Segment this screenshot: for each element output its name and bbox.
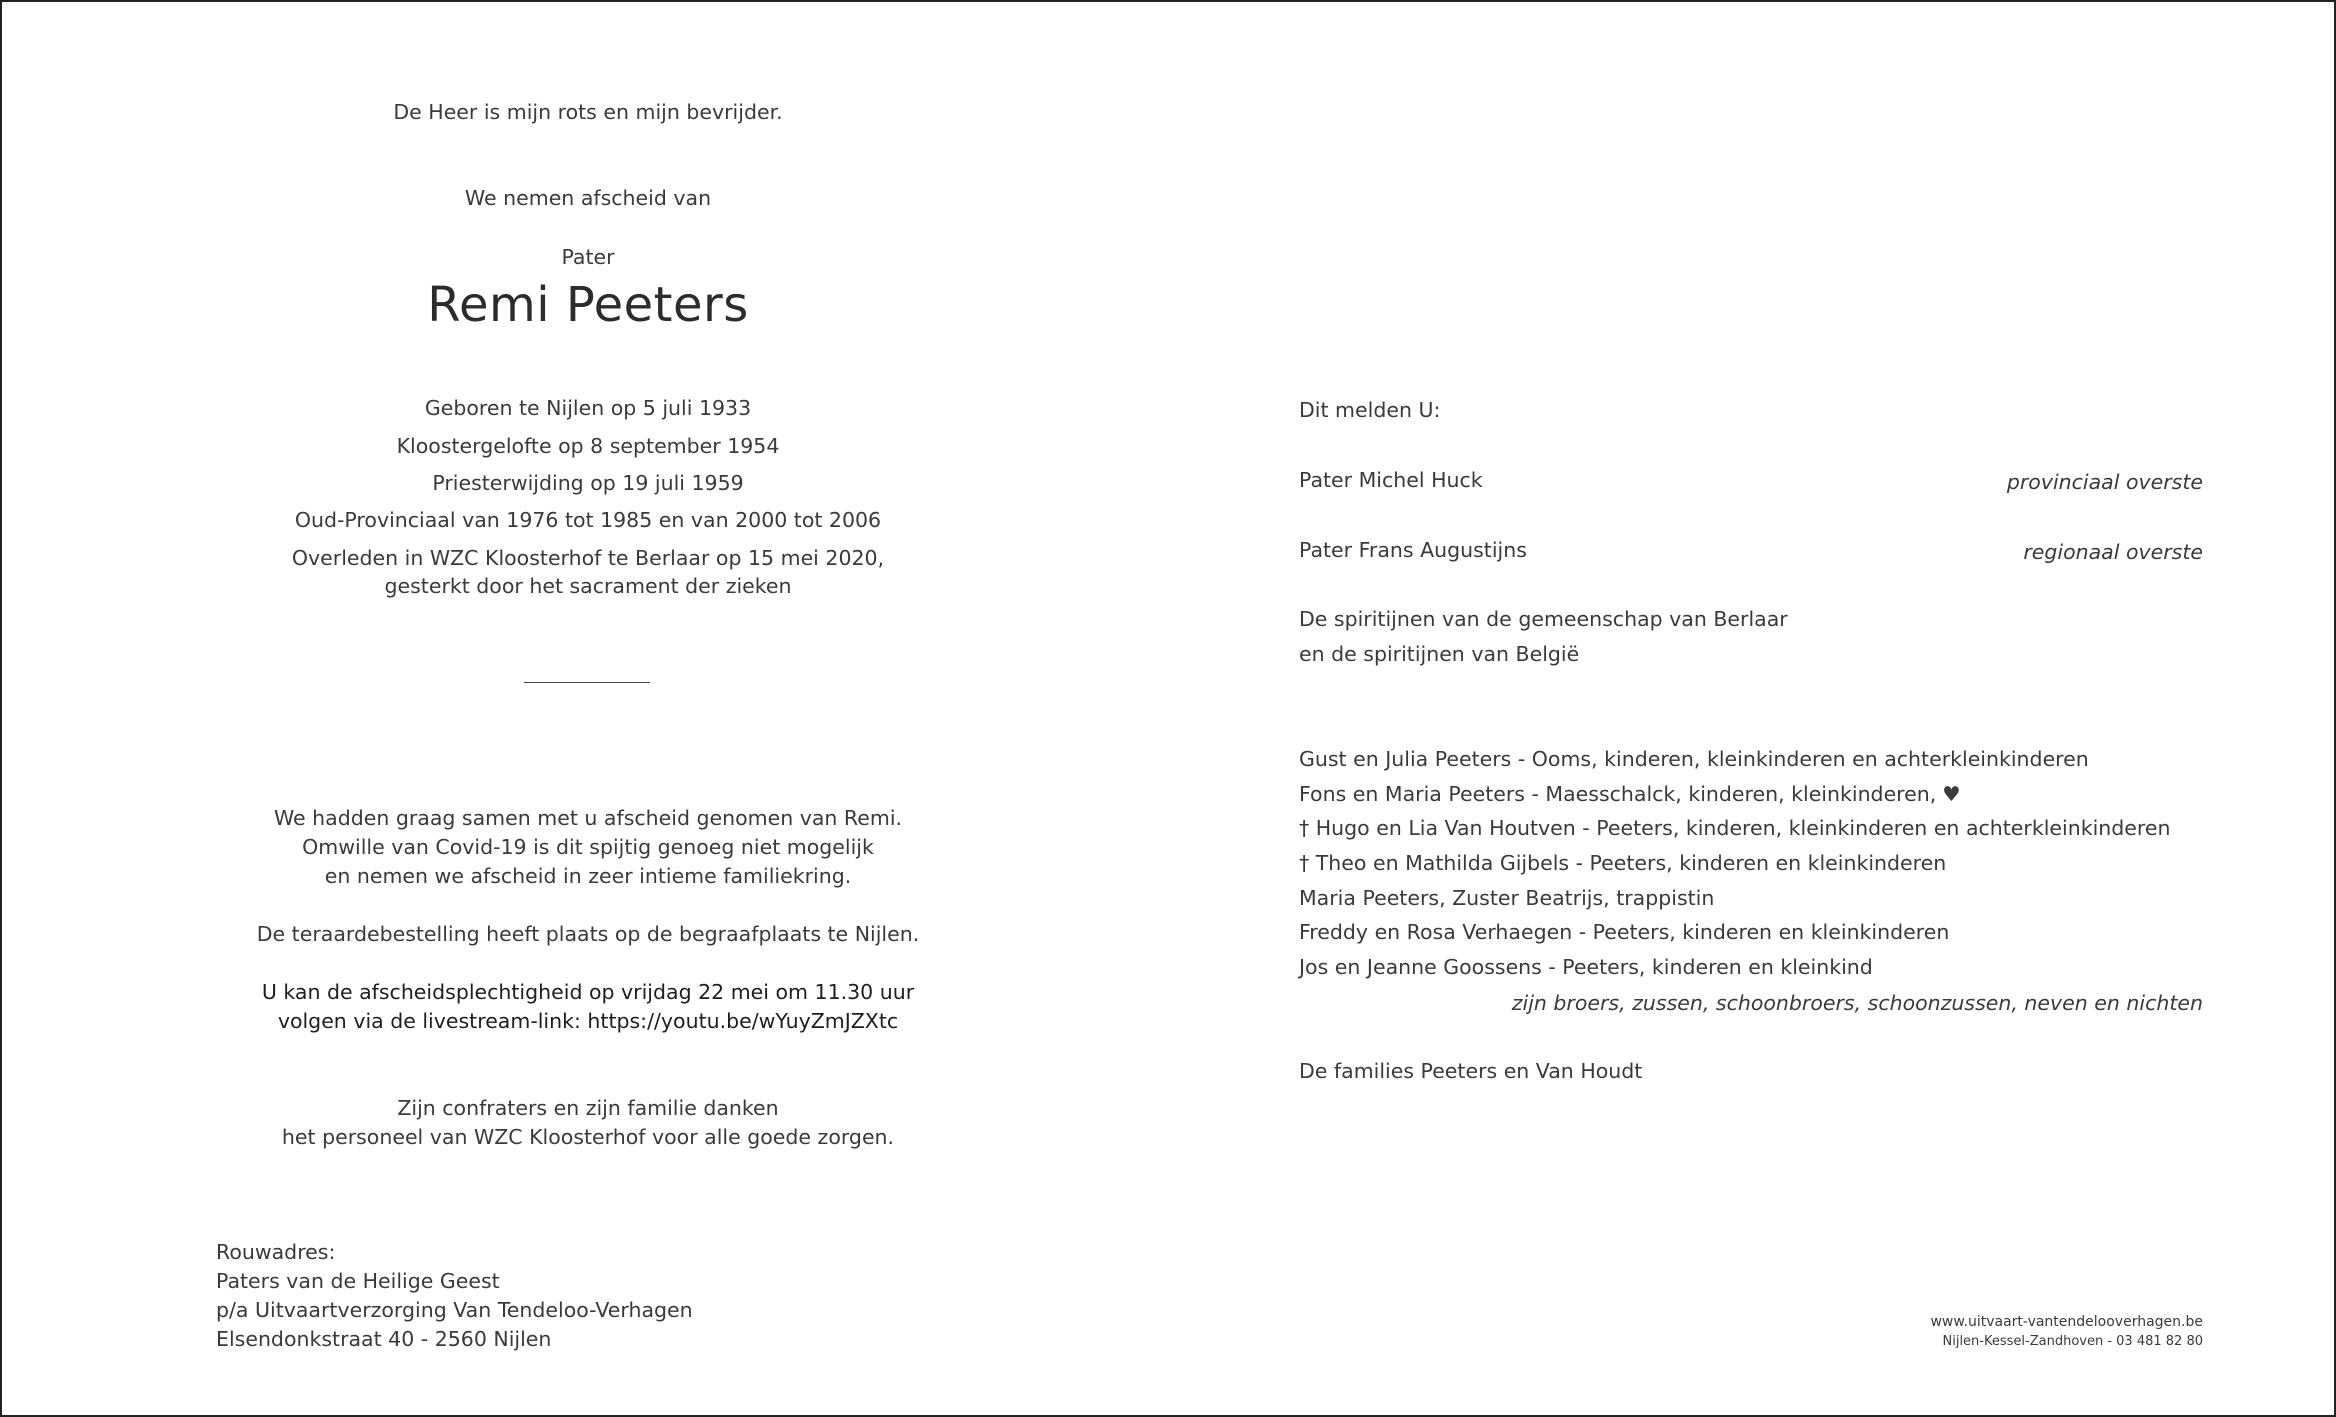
- superior-role: provinciaal overste: [2006, 470, 2203, 494]
- superior-name: Pater Frans Augustijns: [1299, 538, 1527, 562]
- thanks-line: het personeel van WZC Kloosterhof voor alle goede zorgen.: [281, 1125, 895, 1149]
- families-text: De families Peeters en Van Houdt: [1299, 1059, 1643, 1083]
- address-line: Paters van de Heilige Geest: [216, 1269, 500, 1293]
- family-line: Jos en Jeanne Goossens - Peeters, kinderen en kleinkind: [1299, 955, 1873, 979]
- message-line: Omwille van Covid-19 is dit spijtig genoeg niet mogelijk: [302, 835, 874, 859]
- heart-icon: ♥: [1942, 782, 1961, 806]
- bio-line: Oud-Provinciaal van 1976 tot 1985 en van 2000 tot 2006: [294, 508, 882, 532]
- community-line: en de spiritijnen van België: [1299, 642, 1580, 666]
- address-line: p/a Uitvaartverzorging Van Tendeloo-Verhagen: [216, 1298, 693, 1322]
- thanks-line: Zijn confraters en zijn familie danken: [397, 1096, 779, 1120]
- family-line: † Theo en Mathilda Gijbels - Peeters, kinderen en kleinkinderen: [1299, 851, 1947, 875]
- superior-name: Pater Michel Huck: [1299, 468, 1483, 492]
- livestream-line: U kan de afscheidsplechtigheid op vrijdag 22 mei om 11.30 uur: [261, 980, 915, 1004]
- family-line: Gust en Julia Peeters - Ooms, kinderen, kleinkinderen en achterkleinkinderen: [1299, 747, 2089, 771]
- announce-text: Dit melden U:: [1299, 398, 1441, 422]
- family-line-text: Fons en Maria Peeters - Maesschalck, kinderen, kleinkinderen,: [1299, 782, 1937, 806]
- intro-text: We nemen afscheid van: [464, 186, 712, 210]
- title-pater: Pater: [561, 245, 615, 269]
- family-line: Maria Peeters, Zuster Beatrijs, trappistin: [1299, 886, 1715, 910]
- message-line: We hadden graag samen met u afscheid genomen van Remi.: [273, 806, 903, 830]
- family-line: † Hugo en Lia Van Houtven - Peeters, kinderen, kleinkinderen en achterkleinkinderen: [1299, 816, 2171, 840]
- bio-line: Priesterwijding op 19 juli 1959: [432, 471, 744, 495]
- family-line: Freddy en Rosa Verhaegen - Peeters, kinderen en kleinkinderen: [1299, 920, 1950, 944]
- bio-line: gesterkt door het sacrament der zieken: [384, 574, 792, 598]
- bio-line: Overleden in WZC Kloosterhof te Berlaar op 15 mei 2020,: [291, 546, 885, 570]
- bio-line: Kloostergelofte op 8 september 1954: [396, 434, 780, 458]
- motto: De Heer is mijn rots en mijn bevrijder.: [393, 100, 783, 124]
- family-line: [1299, 784, 1961, 805]
- funeral-contact: Nijlen-Kessel-Zandhoven - 03 481 82 80: [1942, 1334, 2203, 1349]
- burial-text: De teraardebestelling heeft plaats op de begraafplaats te Nijlen.: [256, 922, 920, 946]
- community-line: De spiritijnen van de gemeenschap van Berlaar: [1299, 607, 1788, 631]
- funeral-website[interactable]: www.uitvaart-vantendelooverhagen.be: [1930, 1314, 2203, 1330]
- deceased-name: Remi Peeters: [427, 277, 749, 333]
- message-line: en nemen we afscheid in zeer intieme familiekring.: [324, 864, 852, 888]
- livestream-link[interactable]: volgen via de livestream-link: https://youtu.be/wYuyZmJZXtc: [277, 1009, 899, 1033]
- bio-line: Geboren te Nijlen op 5 juli 1933: [424, 396, 752, 420]
- family-note: zijn broers, zussen, schoonbroers, schoonzussen, neven en nichten: [1511, 991, 2203, 1015]
- address-label: Rouwadres:: [216, 1240, 336, 1264]
- divider: [524, 682, 650, 683]
- address-line: Elsendonkstraat 40 - 2560 Nijlen: [216, 1327, 552, 1351]
- superior-role: regionaal overste: [2023, 540, 2203, 564]
